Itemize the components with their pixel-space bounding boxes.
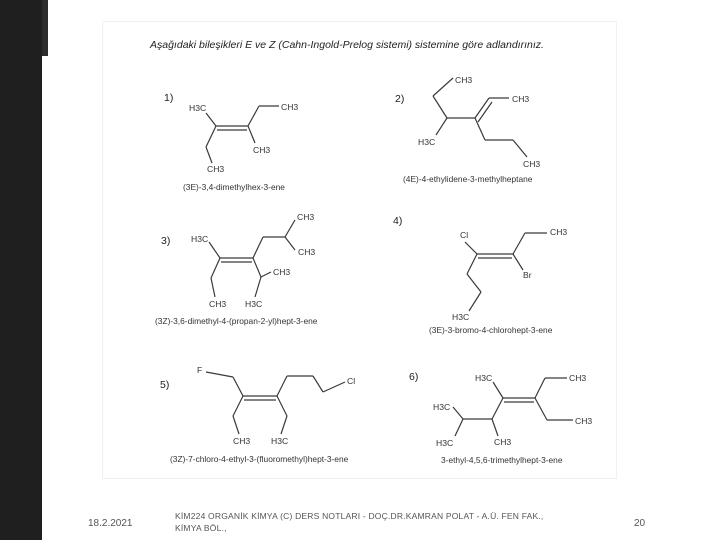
compound-2-number: 2) — [395, 93, 405, 105]
compound-4-label-br: Br — [523, 270, 532, 280]
compound-4-bond — [513, 233, 525, 254]
compound-6-name: 3-ethyl-4,5,6-trimethylhept-3-ene — [441, 455, 563, 465]
compound-6-bond — [535, 378, 545, 398]
compound-4-number: 4) — [393, 215, 403, 227]
compound-4-label-h3c: H3C — [452, 312, 470, 322]
compound-2-label-ch3-top: CH3 — [455, 75, 473, 85]
compound-3-bond — [253, 237, 263, 258]
compound-4-label-ch3: CH3 — [550, 227, 568, 237]
compound-1 — [164, 92, 298, 192]
compound-5 — [160, 365, 355, 464]
compound-6-label-ch3-bottom: CH3 — [494, 437, 512, 447]
compound-3-bond — [211, 278, 215, 297]
compound-2 — [395, 75, 540, 184]
chemistry-exercise-figure — [103, 22, 616, 478]
compound-3-label-ch3-mid: CH3 — [273, 267, 291, 277]
compound-5-name: (3Z)-7-chloro-4-ethyl-3-(fluoromethyl)hept-3-ene — [170, 454, 349, 464]
compound-6-bond — [493, 382, 503, 398]
compound-1-bond — [248, 106, 259, 126]
compound-4 — [393, 215, 567, 335]
compound-6-label-h3c-bottom: H3C — [436, 438, 454, 448]
compound-1-label-ch3-bottom: CH3 — [253, 145, 271, 155]
compound-3-label-h3c: H3C — [191, 234, 209, 244]
compound-3-label-ch3-top: CH3 — [297, 212, 315, 222]
compound-5-bond — [206, 372, 233, 377]
compound-6-label-ch3-top: CH3 — [569, 373, 587, 383]
compound-2-bond — [513, 140, 527, 157]
compound-5-bond — [277, 396, 287, 416]
compound-2-label-ch3-right: CH3 — [512, 94, 530, 104]
compound-6-number: 6) — [409, 371, 419, 383]
compound-2-bond — [433, 96, 447, 118]
compound-6-bond — [453, 407, 463, 419]
compound-6-bond — [492, 419, 498, 436]
compound-3-label-h3c-bottom: H3C — [245, 299, 263, 309]
slide-sidebar-accent — [42, 0, 48, 56]
compound-1-label-ch3-ethyl: CH3 — [207, 164, 225, 174]
compound-2-label-ch3-bottom: CH3 — [523, 159, 541, 169]
compound-6-bond — [455, 419, 463, 436]
compound-2-bond — [475, 98, 489, 118]
compound-3-label-ch3-right: CH3 — [298, 247, 316, 257]
compound-1-bond — [248, 126, 255, 143]
compound-4-bond — [469, 292, 481, 311]
slide-sidebar-decoration — [0, 0, 42, 540]
compound-4-bond — [467, 254, 477, 274]
compound-5-label-cl: Cl — [347, 376, 356, 386]
compound-6-bond — [535, 398, 547, 420]
compound-1-bond — [206, 113, 216, 126]
compound-5-bond — [277, 376, 287, 396]
compound-5-bond — [233, 396, 243, 416]
compound-5-label-h3c: H3C — [271, 436, 289, 446]
compound-3 — [155, 212, 318, 326]
compound-4-bond — [467, 274, 481, 292]
compound-6-label-h3c-top: H3C — [475, 373, 493, 383]
footer-date: 18.2.2021 — [88, 518, 133, 529]
compound-3-bond — [285, 220, 295, 237]
compound-6 — [409, 371, 592, 465]
compound-5-bond — [313, 376, 323, 392]
compound-3-label-ch3-bottom: CH3 — [209, 299, 227, 309]
compound-3-bond — [261, 272, 271, 277]
compound-5-bond — [233, 416, 239, 434]
compound-5-label-ch3: CH3 — [233, 436, 251, 446]
compound-6-bond — [492, 398, 503, 419]
structures-svg — [103, 22, 616, 478]
compound-1-name: (3E)-3,4-dimethylhex-3-ene — [183, 182, 285, 192]
compound-2-bond — [433, 78, 453, 96]
compound-1-label-h3c: H3C — [189, 103, 207, 113]
footer-page-number: 20 — [634, 518, 646, 529]
compound-3-bond — [211, 258, 220, 278]
compound-2-bond — [436, 118, 447, 135]
compound-4-bond — [465, 242, 477, 254]
compound-3-bond — [255, 277, 261, 297]
instruction-text: Aşağıdaki bileşikleri E ve Z (Cahn-Ingold-Prelog sistemi) sistemine göre adlandırınız. — [150, 39, 544, 51]
compound-5-bond — [281, 416, 287, 434]
compound-6-label-h3c-left: H3C — [433, 402, 451, 412]
compound-1-bond — [206, 147, 212, 163]
compound-5-label-f: F — [197, 365, 203, 375]
compound-2-bond — [475, 118, 485, 140]
compound-3-bond — [253, 258, 261, 277]
compound-4-label-cl: Cl — [460, 230, 469, 240]
footer-course-title: KİM224 ORGANİK KİMYA (C) DERS NOTLARI - DOÇ.DR.KAMRAN POLAT - A.Ü. FEN FAK., KİMYA BÖL., — [175, 511, 544, 533]
compound-4-bond — [513, 254, 523, 270]
compound-4-name: (3E)-3-bromo-4-chlorohept-3-ene — [429, 325, 553, 335]
compound-5-bond — [323, 382, 345, 392]
compound-2-name: (4E)-4-ethylidene-3-methylheptane — [403, 174, 533, 184]
compound-1-label-ch3-top: CH3 — [281, 102, 299, 112]
compound-3-bond — [209, 242, 220, 258]
compound-5-number: 5) — [160, 379, 170, 391]
compound-5-bond — [233, 377, 243, 396]
compound-3-name: (3Z)-3,6-dimethyl-4-(propan-2-yl)hept-3-ene — [155, 316, 318, 326]
compound-1-number: 1) — [164, 92, 174, 104]
compound-2-label-h3c: H3C — [418, 137, 436, 147]
compound-2-double-bond — [478, 102, 492, 122]
compound-6-label-ch3-right: CH3 — [575, 416, 593, 426]
compound-3-bond — [285, 237, 295, 250]
compound-3-number: 3) — [161, 235, 171, 247]
compound-1-bond — [206, 126, 216, 147]
